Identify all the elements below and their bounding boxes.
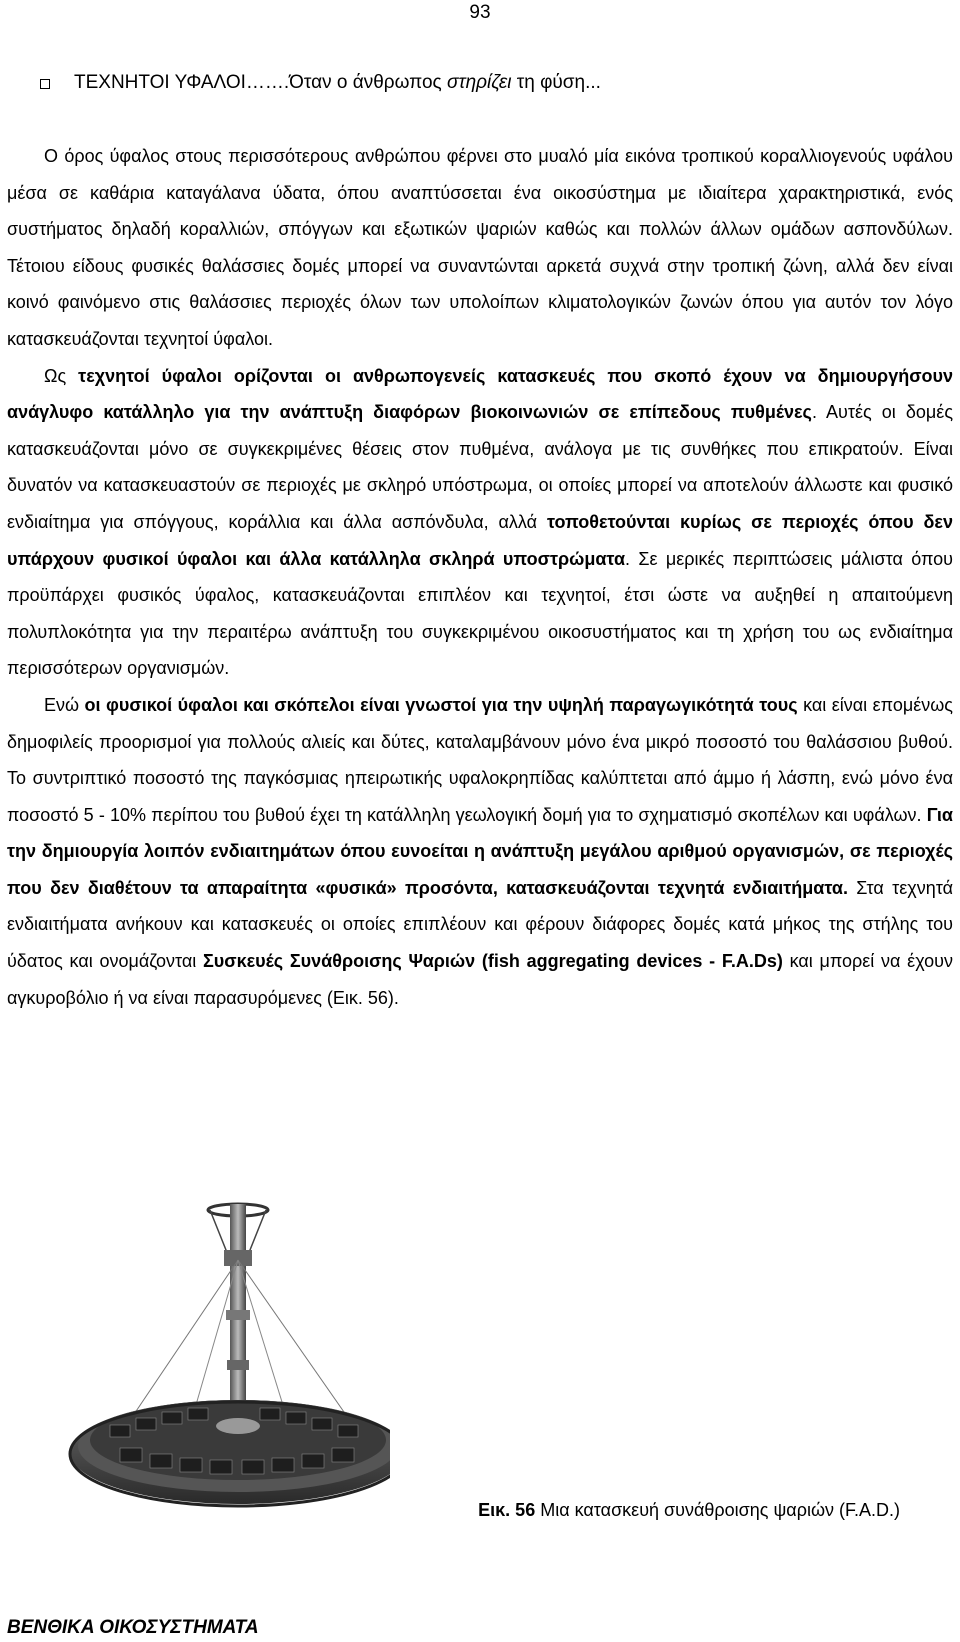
heading-text: ΤΕΧΝΗΤΟΙ ΥΦΑΛΟΙ…….Όταν ο άνθρωπος στηρίζει τη φύση... (74, 72, 601, 93)
footer-title: ΒΕΝΘΙΚΑ ΟΙΚΟΣΥΣΤΗΜΑΤΑ (7, 1617, 259, 1638)
fad-photo (60, 1190, 390, 1530)
page-number: 93 (469, 2, 491, 23)
fad-structure-illustration (60, 1190, 390, 1530)
paragraph-2: Ως τεχνητοί ύφαλοι ορίζονται οι ανθρωπογενείς κατασκευές που σκοπό έχουν να δημιουργήσουν ανάγλυφο κατάλληλο για την ανάπτυξη διαφόρων βιοκοινωνιών σε επίπεδους πυθμένες. Αυτές οι δομές κατασκευάζονται μόνο σε συγκεκριμένες θέσεις στον πυθμένα, ανάλογα με τις συνθήκες που επικρατούν. Είναι δυνατόν να κατασκευαστούν σε περιοχές με σκληρό υπόστρωμα, οι οποίες μπορεί να αποτελούν άλλωστε και φυσικό ενδιαίτημα για σπόγγους, κοράλλια και άλλα ασπόνδυλα, αλλά τοποθετούνται κυρίως σε περιοχές όπου δεν υπάρχουν φυσικοί ύφαλοι και άλλα κατάλληλα σκληρά υποστρώματα. Σε μερικές περιπτώσεις μάλιστα όπου προϋπάρχει φυσικός ύφαλος, κατασκευάζονται επιπλέον και τεχνητοί, έτσι ώστε να αυξηθεί η απαιτούμενη πολυπλοκότητα για την περαιτέρω ανάπτυξη του συγκεκριμένου οικοσυστήματος και τη χρήση του ως ενδιαίτημα περισσότερων οργανισμών. (7, 365, 954, 679)
body-text (7, 138, 953, 1016)
paragraph-3: Ενώ οι φυσικοί ύφαλοι και σκόπελοι είναι γνωστοί για την υψηλή παραγωγικότητά τους και είναι επομένως δημοφιλείς προορισμοί για πολλούς αλιείς και δύτες, καταλαμβάνουν μόνο ένα μικρό ποσοστό του θαλάσσιου βυθού. Το συντριπτικό ποσοστό της παγκόσμιας ηπειρωτικής υφαλοκρηπίδας καλύπτεται από άμμο ή λάσπη, ενώ μόνο ένα ποσοστό 5 - 10% περίπου του βυθού έχει τη κατάλληλη γεωλογική δομή για το σχηματισμό σκοπέλων και υφάλων. Για την δημιουργία λοιπόν ενδιαιτημάτων όπου ευνοείται η ανάπτυξη μεγάλου αριθμού οργανισμών, σε περιοχές που δεν διαθέτουν τα απαραίτητα «φυσικά» προσόντα, κατασκευάζονται τεχνητά ενδιαιτήματα. Στα τεχνητά ενδιαιτήματα ανήκουν και κατασκευές οι οποίες επιπλέουν και φέρουν διάφορες δομές κατά μήκος της στήλης του ύδατος και ονομάζονται Συσκευές Συνάθροισης Ψαριών (fish aggregating devices - F.A.Ds) και μπορεί να έχουν αγκυροβόλιο ή να είναι παρασυρόμενες (Εικ. 56). (7, 694, 954, 1008)
paragraph-1: Ο όρος ύφαλος στους περισσότερους ανθρώπου φέρνει στο μυαλό μία εικόνα τροπικού κοραλλιογενούς υφάλου μέσα σε καθάρια καταγάλανα ύδατα, όπου αναπτύσσεται ένα οικοσύστημα με ιδιαίτερα χαρακτηριστικά, ενός συστήματος δηλαδή κοραλλιών, σπόγγων και εξωτικών ψαριών καθώς και πολλών άλλων ομάδων ασπονδύλων. Τέτοιου είδους φυσικές θαλάσσιες δομές μπορεί να συναντώνται αρκετά συχνά στην τροπική ζώνη, αλλά δεν είναι κοινό φαινόμενο στις θαλάσσιες περιοχές όλων των υπολοίπων κλιματολογικών ζωνών όπου για αυτόν τον λόγο κατασκευάζονται τεχνητοί ύφαλοι. (7, 146, 953, 349)
checkbox-bullet-icon (40, 79, 50, 89)
figure-caption: Εικ. 56 Μια κατασκευή συνάθροισης ψαριών (F.A.D.) (478, 1500, 900, 1520)
section-heading (40, 72, 601, 94)
